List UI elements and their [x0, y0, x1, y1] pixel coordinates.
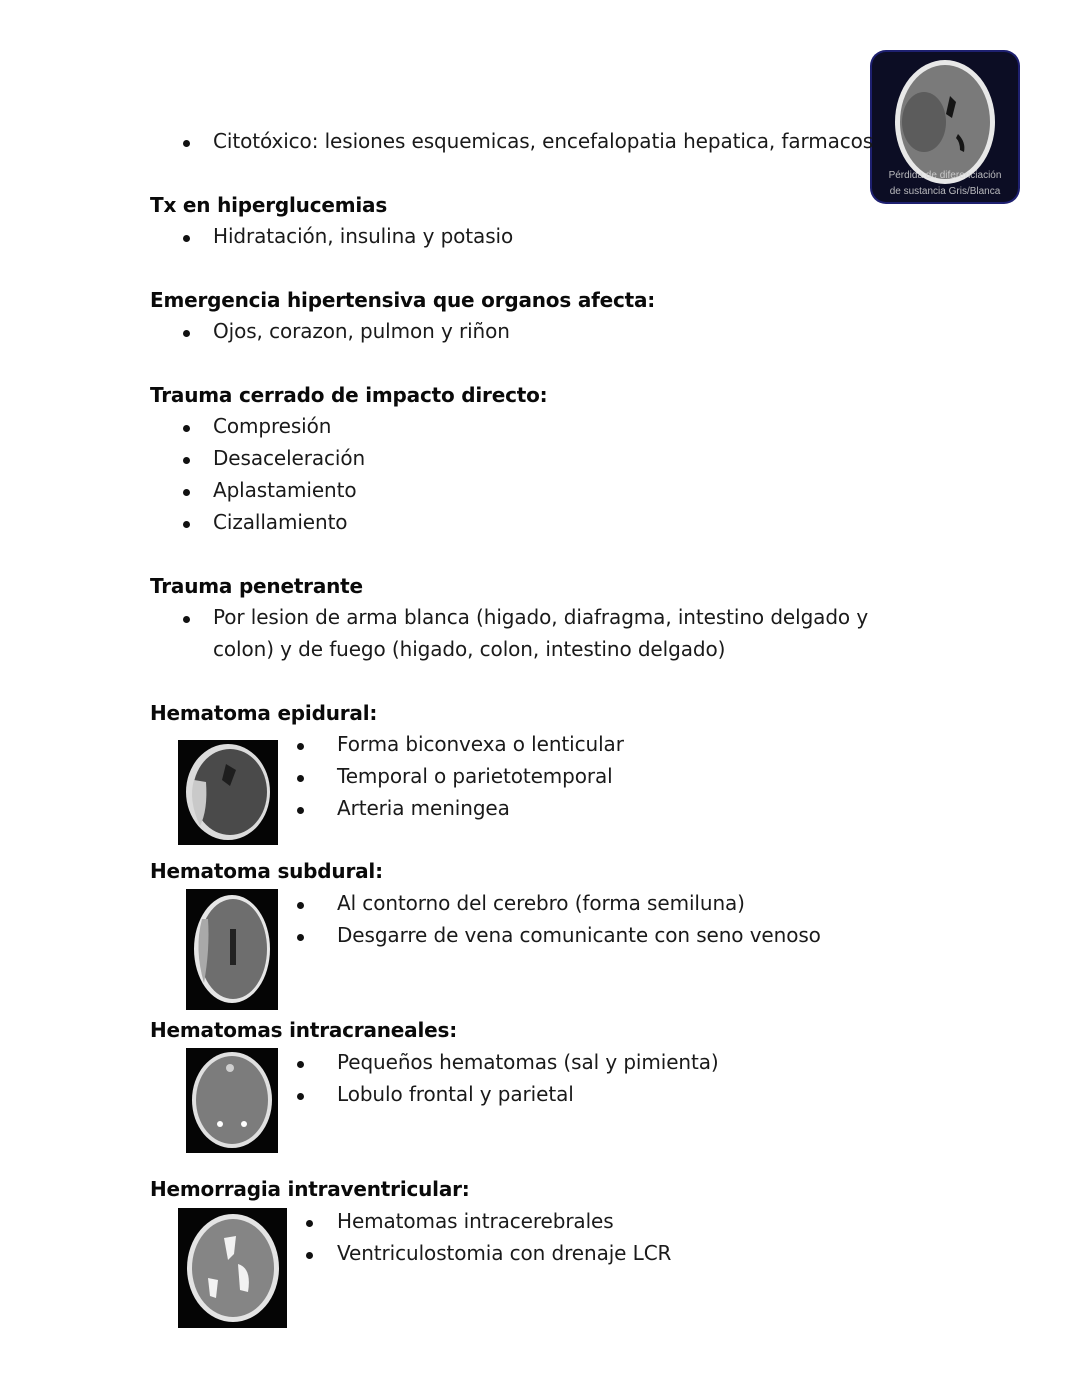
list-item: Ventriculostomia con drenaje LCR: [337, 1241, 672, 1265]
bullet-icon: [297, 902, 304, 909]
bullet-icon: [183, 235, 190, 242]
list-item: Citotóxico: lesiones esquemicas, encefalopatia hepatica, farmacos: [213, 129, 874, 153]
bullet-icon: [183, 330, 190, 337]
section-heading-hemorragia-intraventricular: Hemorragia intraventricular:: [150, 1177, 470, 1201]
list-item: Forma biconvexa o lenticular: [337, 732, 624, 756]
bullet-icon: [297, 1061, 304, 1068]
bullet-icon: [306, 1252, 313, 1259]
ct-scan-thumbnail-gray-white: [872, 52, 1018, 202]
list-item: Temporal o parietotemporal: [337, 764, 613, 788]
section-heading-trauma-penetrante: Trauma penetrante: [150, 574, 363, 598]
bullet-icon: [183, 521, 190, 528]
bullet-icon: [183, 457, 190, 464]
ct-image-subdural: [186, 889, 278, 1010]
bullet-icon: [297, 934, 304, 941]
list-item: Arteria meningea: [337, 796, 510, 820]
bullet-icon: [183, 489, 190, 496]
section-heading-tx-hiperglucemias: Tx en hiperglucemias: [150, 193, 388, 217]
list-item: Lobulo frontal y parietal: [337, 1082, 574, 1106]
bullet-icon: [183, 140, 190, 147]
list-item: Desgarre de vena comunicante con seno venoso: [337, 923, 821, 947]
brain-ct-image: [186, 1048, 278, 1153]
list-item: Por lesion de arma blanca (higado, diafragma, intestino delgado y colon) y de fuego (higado, colon, intestino delgado): [213, 605, 869, 661]
list-item: Hidratación, insulina y potasio: [213, 224, 514, 248]
bullet-icon: [297, 807, 304, 814]
list-item: Hematomas intracerebrales: [337, 1209, 614, 1233]
ct-image-epidural: [178, 740, 278, 845]
list-item: Desaceleración: [213, 446, 366, 470]
list-item: Al contorno del cerebro (forma semiluna): [337, 891, 745, 915]
section-heading-hematoma-epidural: Hematoma epidural:: [150, 701, 378, 725]
bullet-icon: [306, 1220, 313, 1227]
section-heading-hematoma-subdural: Hematoma subdural:: [150, 859, 383, 883]
ct-image-intracraneales: [186, 1048, 278, 1153]
bullet-icon: [297, 775, 304, 782]
thumbnail-caption-line1: Pérdida de diferenciación: [888, 170, 1002, 181]
thumbnail-caption-line2: de sustancia Gris/Blanca: [889, 186, 1001, 197]
brain-ct-image: [178, 740, 278, 845]
section-heading-emergencia-hipertensiva: Emergencia hipertensiva que organos afecta:: [150, 288, 656, 312]
list-item: Compresión: [213, 414, 332, 438]
bullet-icon: [297, 743, 304, 750]
list-item: Cizallamiento: [213, 510, 348, 534]
bullet-icon: [183, 425, 190, 432]
list-item: Pequeños hematomas (sal y pimienta): [337, 1050, 719, 1074]
list-item: Ojos, corazon, pulmon y riñon: [213, 319, 510, 343]
brain-ct-image: [186, 889, 278, 1010]
bullet-icon: [183, 616, 190, 623]
ct-image-intraventricular: [178, 1208, 287, 1328]
list-item: Aplastamiento: [213, 478, 357, 502]
brain-ct-image: [178, 1208, 287, 1328]
section-heading-trauma-cerrado: Trauma cerrado de impacto directo:: [150, 383, 548, 407]
section-heading-hematomas-intracraneales: Hematomas intracraneales:: [150, 1018, 457, 1042]
bullet-icon: [297, 1093, 304, 1100]
